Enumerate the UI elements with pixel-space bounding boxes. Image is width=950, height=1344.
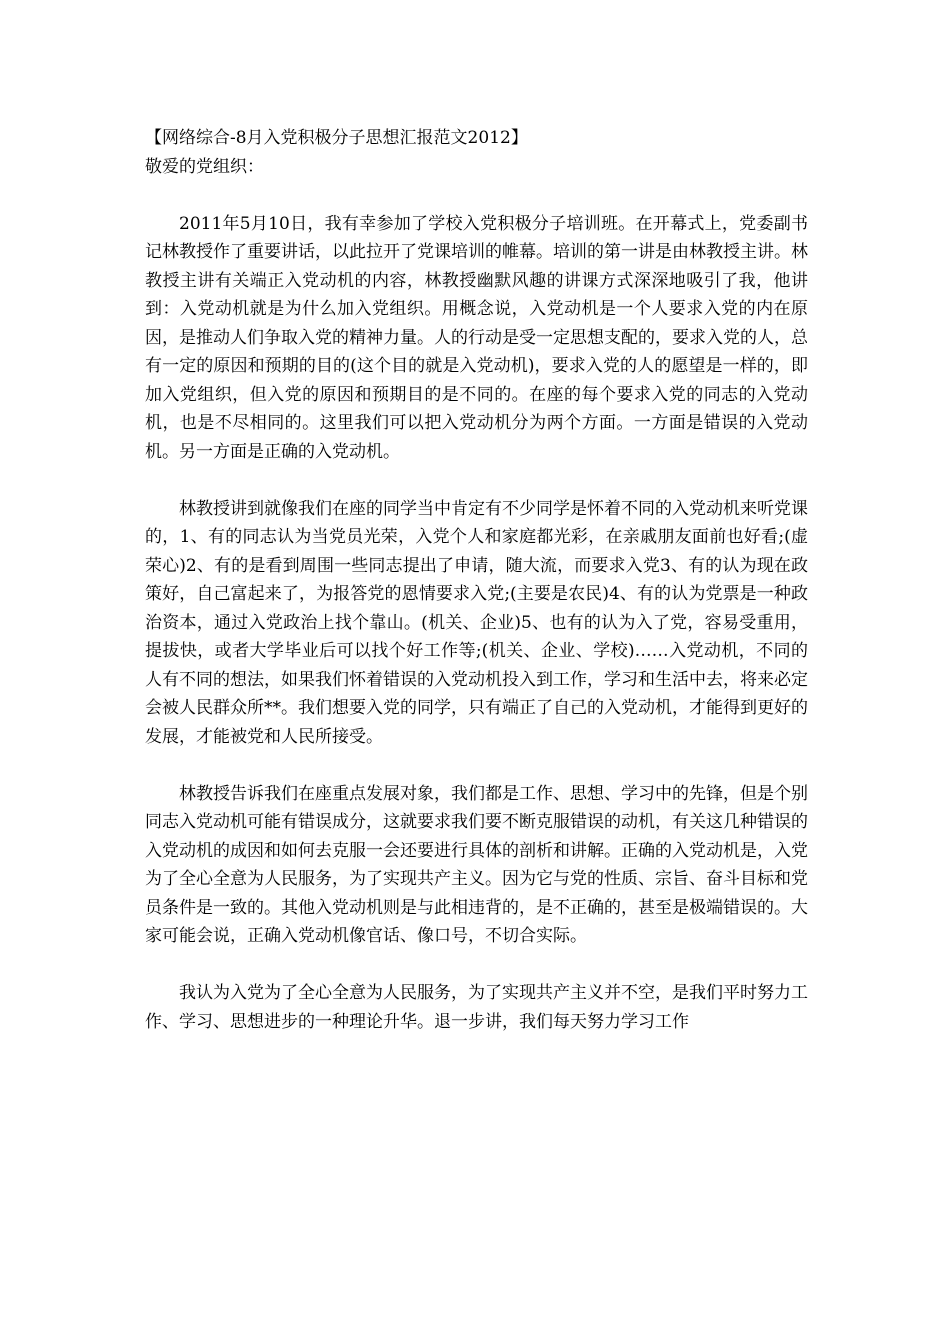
paragraph-spacer [145, 466, 808, 495]
paragraph-4: 我认为入党为了全心全意为人民服务，为了实现共产主义并不空，是我们平时努力工作、学习、思想进步的一种理论升华。退一步讲，我们每天努力学习工作 [145, 983, 808, 1032]
paragraph-2: 林教授讲到就像我们在座的同学当中肯定有不少同学是怀着不同的入党动机来听党课的，1、有的同志认为当党员光荣，入党个人和家庭都光彩，在亲戚朋友面前也好看;(虚荣心)2、有的是看到周围一些同志提出了申请，随大流，而要求入党3、有的认为现在政策好，自己富起来了，为报答党的恩情要求入党;(主要是农民)4、有的认为党票是一种政治资本，通过入党政治上找个靠山。(机关、企业)5、也有的认为入了党，容易受重用，提拔快，或者大学毕业后可以找个好工作等;(机关、企业、学校)……入党动机，不同的人有不同的想法，如果我们怀着错误的入党动机投入到工作，学习和生活中去，将来必定会被人民群众所**。我们想要入党的同学，只有端正了自己的入党动机，才能得到更好的发展，才能被党和人民所接受。 [145, 498, 808, 747]
document-page [145, 124, 808, 1036]
paragraph-spacer [145, 751, 808, 780]
paragraph-spacer [145, 951, 808, 980]
document-title: 【网络综合-8月入党积极分子思想汇报范文2012】 [145, 128, 528, 148]
paragraph-spacer [145, 181, 808, 210]
paragraph-3: 林教授告诉我们在座重点发展对象，我们都是工作、思想、学习中的先锋，但是个别同志入党动机可能有错误成分，这就要求我们要不断克服错误的动机，有关这几种错误的入党动机的成因和如何去克服一会还要进行具体的剖析和讲解。正确的入党动机是，入党为了全心全意为人民服务，为了实现共产主义。因为它与党的性质、宗旨、奋斗目标和党员条件是一致的。其他入党动机则是与此相违背的，是不正确的，甚至是极端错误的。大家可能会说，正确入党动机像官话、像口号，不切合实际。 [145, 783, 808, 946]
salutation: 敬爱的党组织： [145, 156, 264, 177]
paragraph-1: 2011年5月10日，我有幸参加了学校入党积极分子培训班。在开幕式上，党委副书记林教授作了重要讲话，以此拉开了党课培训的帷幕。培训的第一讲是由林教授主讲。林教授主讲有关端正入党动机的内容，林教授幽默风趣的讲课方式深深地吸引了我，他讲到：入党动机就是为什么加入党组织。用概念说，入党动机是一个人要求入党的内在原因，是推动人们争取入党的精神力量。人的行动是受一定思想支配的，要求入党的人，总有一定的原因和预期的目的(这个目的就是入党动机)，要求入党的人的愿望是一样的，即加入党组织，但入党的原因和预期目的是不同的。在座的每个要求入党的同志的入党动机，也是不尽相同的。这里我们可以把入党动机分为两个方面。一方面是错误的入党动机。另一方面是正确的入党动机。 [145, 213, 808, 462]
